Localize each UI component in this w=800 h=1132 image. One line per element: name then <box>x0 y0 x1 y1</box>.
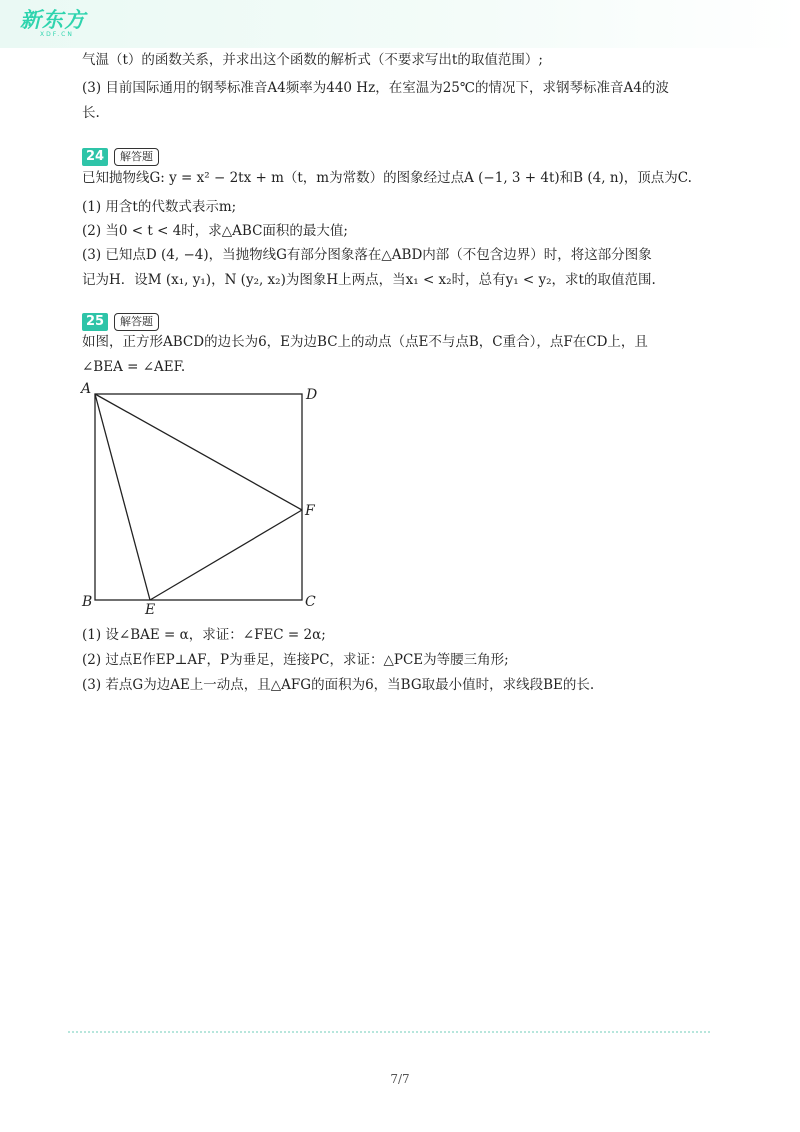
question-24-stem: 已知抛物线G: y = x² − 2tx + m（t，m为常数）的图象经过点A (−1, 3 + 4t)和B (4, n)，顶点为C. <box>82 170 692 186</box>
label-a: A <box>81 381 92 397</box>
prev-question-part3: (3) 目前国际通用的钢琴标准音A4频率为440 Hz，在室温为25℃的情况下，求钢琴标准音A4的波 <box>82 80 669 96</box>
segment-ef <box>150 510 302 600</box>
label-e: E <box>145 602 156 618</box>
brand-logo <box>20 9 86 39</box>
label-c: C <box>305 594 316 610</box>
question-number-badge: 25 <box>82 313 108 331</box>
question-24-part3: (3) 已知点D (4, −4)，当抛物线G有部分图象落在△ABD内部（不包含边界）时，将这部分图象 <box>82 247 652 263</box>
label-b: B <box>82 594 93 610</box>
question-25-stem: 如图，正方形ABCD的边长为6，E为边BC上的动点（点E不与点B，C重合），点F在CD上，且 <box>82 334 648 350</box>
footer-divider <box>68 1031 710 1033</box>
question-25-part3: (3) 若点G为边AE上一动点，且△AFG的面积为6，当BG取最小值时，求线段BE的长. <box>82 677 595 693</box>
question-25-header <box>82 312 159 332</box>
question-24-part1: (1) 用含t的代数式表示m; <box>82 199 237 215</box>
question-type-tag: 解答题 <box>114 313 159 331</box>
header-band <box>0 0 800 48</box>
segment-ae <box>95 394 150 600</box>
label-d: D <box>306 387 318 403</box>
question-24-header <box>82 147 159 167</box>
label-f: F <box>305 503 315 519</box>
square-abcd <box>95 394 302 600</box>
question-24-part3-cont: 记为H．设M (x₁, y₁)，N (y₂, x₂)为图象H上两点，当x₁ < x₂时，总有y₁ < y₂，求t的取值范围. <box>82 272 656 288</box>
prev-question-line: 气温（t）的函数关系，并求出这个函数的解析式（不要求写出t的取值范围）; <box>82 52 543 68</box>
square-geometry-figure <box>78 378 328 618</box>
page-number: 7/7 <box>390 1072 410 1086</box>
logo-subtext: XDF.CN <box>40 31 74 38</box>
question-25-part2: (2) 过点E作EP⊥AF，P为垂足，连接PC，求证：△PCE为等腰三角形; <box>82 652 509 668</box>
question-25-part1: (1) 设∠BAE = α，求证：∠FEC = 2α; <box>82 627 326 643</box>
question-type-tag: 解答题 <box>114 148 159 166</box>
question-24-part2: (2) 当0 < t < 4时，求△ABC面积的最大值; <box>82 223 348 239</box>
question-25-stem-cont: ∠BEA = ∠AEF. <box>82 359 186 375</box>
prev-question-part3-cont: 长. <box>82 105 100 121</box>
question-number-badge: 24 <box>82 148 108 166</box>
logo-text: 新东方 <box>20 8 86 32</box>
segment-af <box>95 394 302 510</box>
